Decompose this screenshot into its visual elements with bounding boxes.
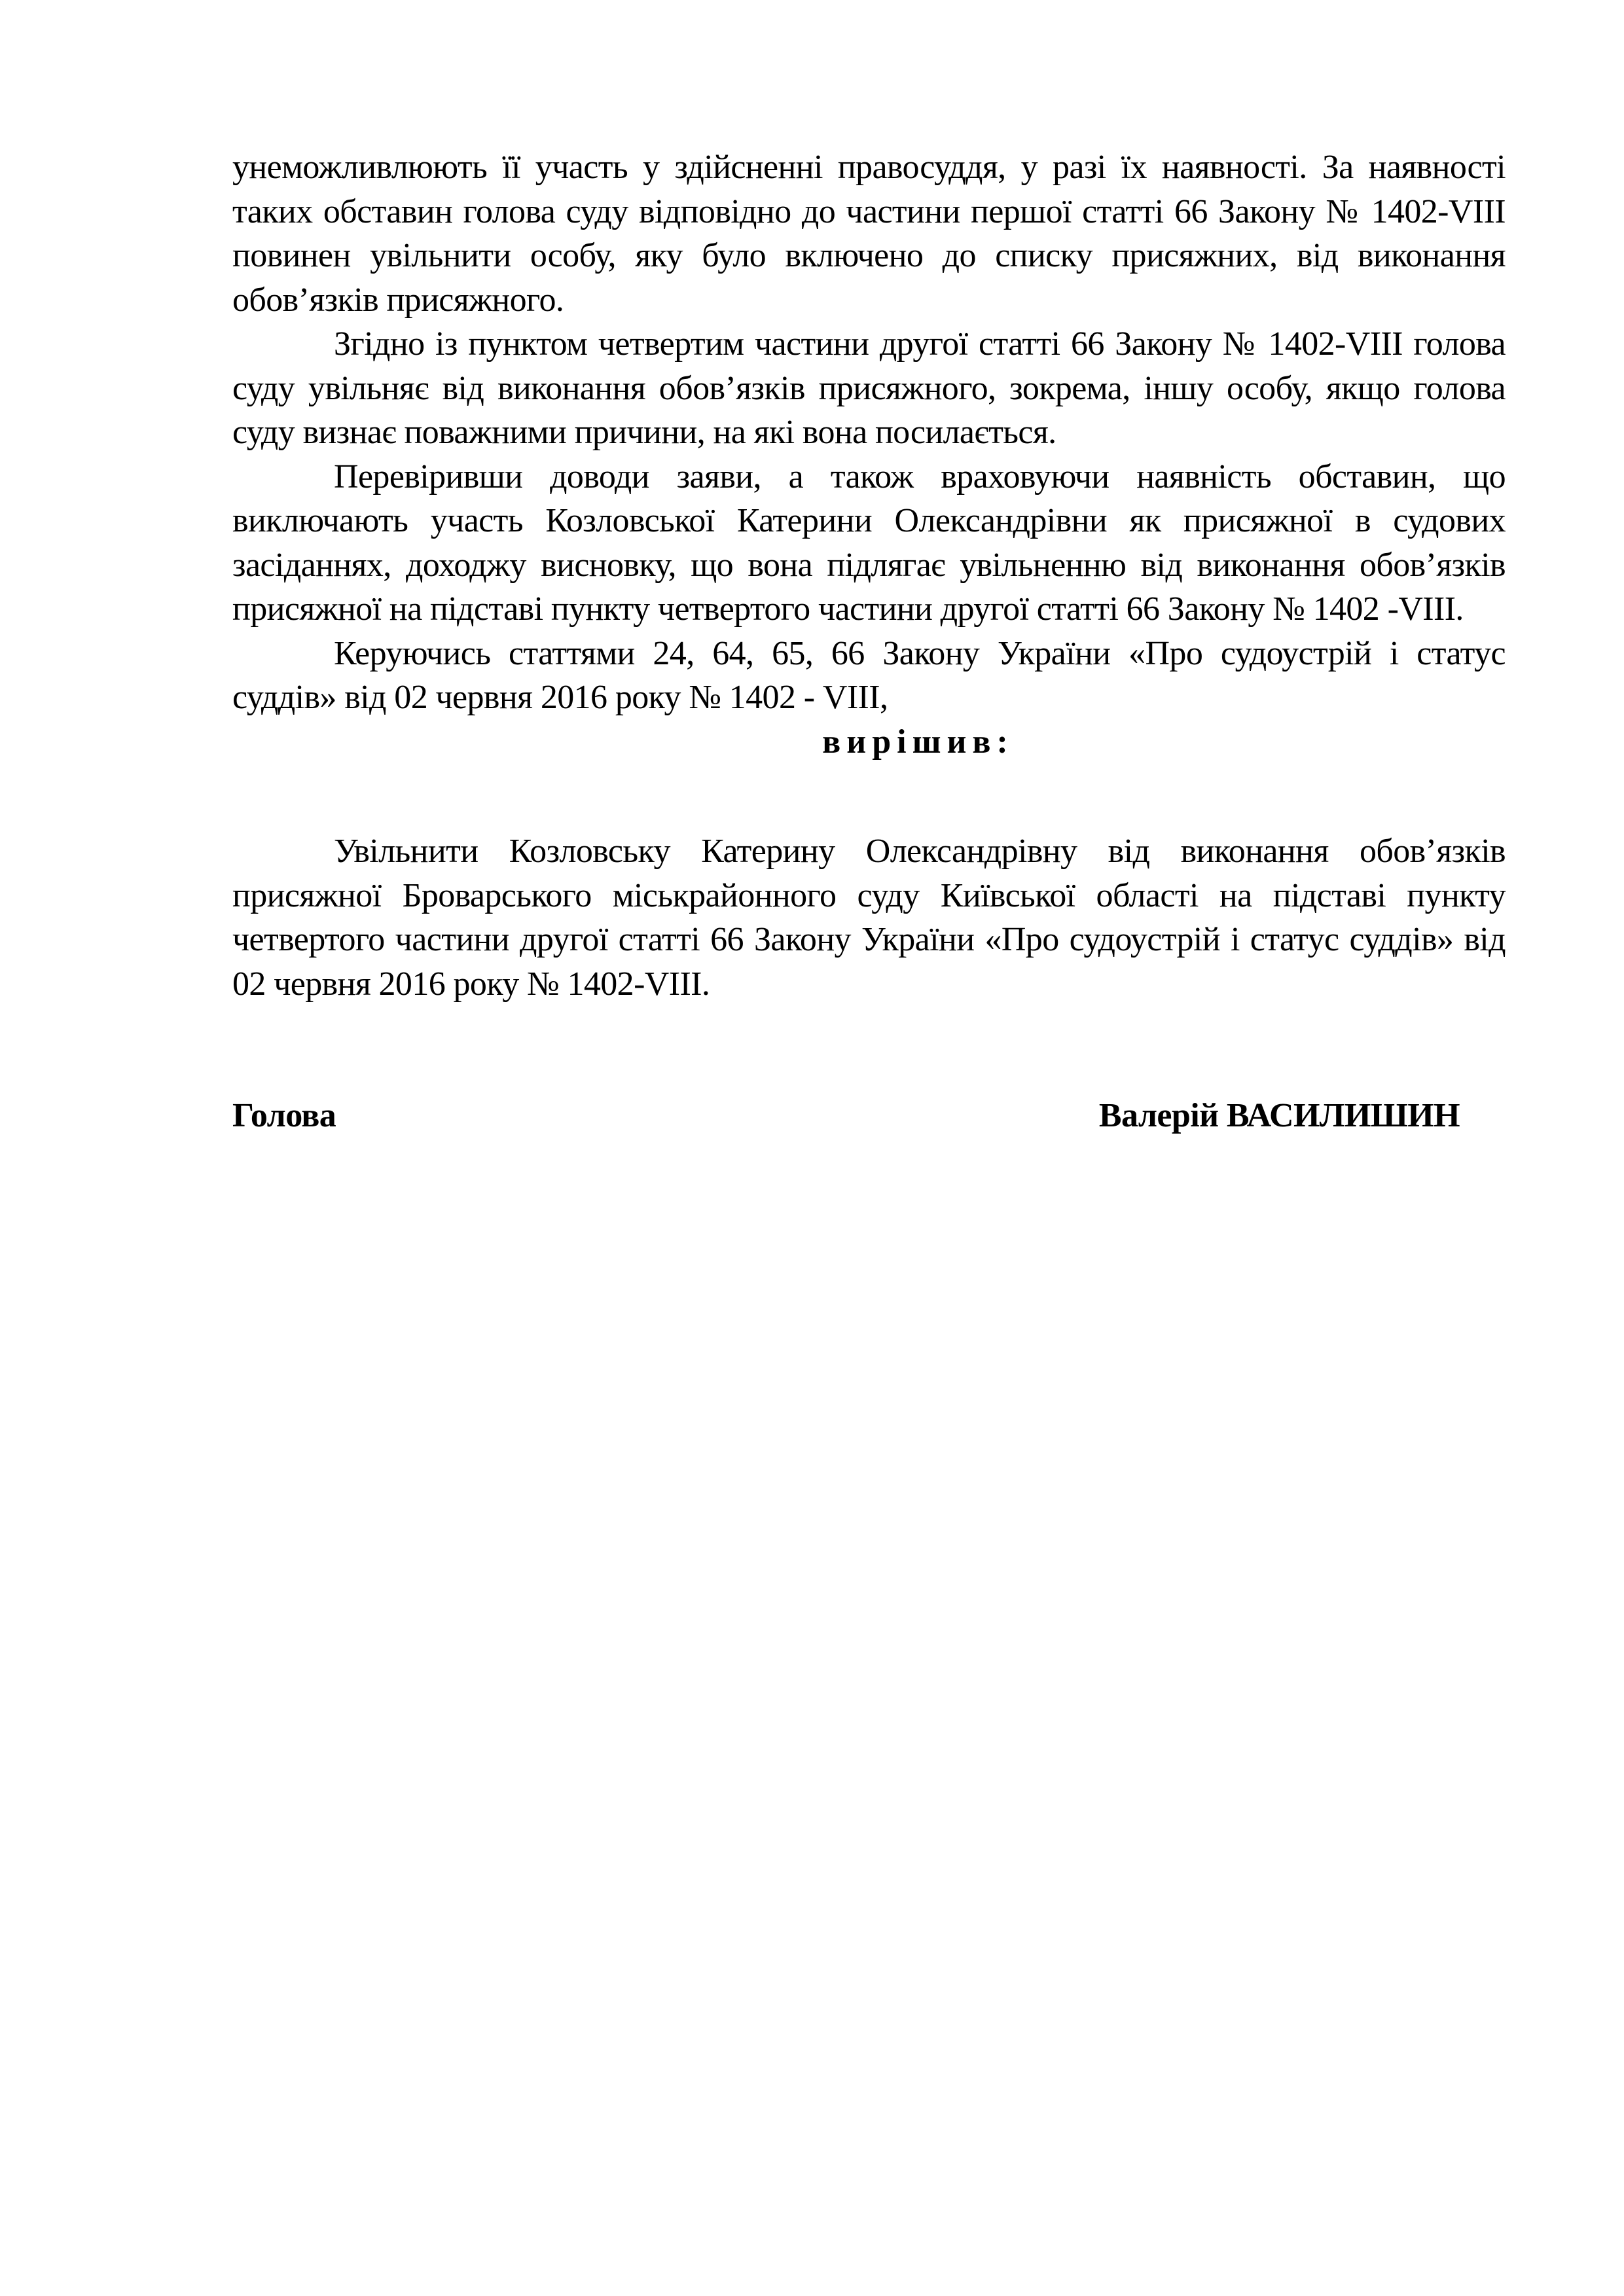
document-page [232,145,1506,1138]
paragraph-resolution: Увільнити Козловську Катерину Олександрівну від виконання обов’язків присяжної Броварського міськрайонного суду Київської області на підставі пункту четвертого частини другої статті 66 Закону України «Про судоустрій і статус суддів» від 02 червня 2016 року № 1402-VIII. [232,833,1506,1003]
spacer [232,764,1506,829]
paragraph-legal-basis: Згідно із пунктом четвертим частини другої статті 66 Закону № 1402-VIII голова суду увільняє від виконання обов’язків присяжного, зокрема, іншу особу, якщо голова суду визнає поважними причини, на які вона посилається. [232,325,1506,451]
paragraph-continuation: унеможливлюють її участь у здійсненні правосуддя, у разі їх наявності. За наявності таких обставин голова суду відповідно до частини першої статті 66 Закону № 1402-VIII повинен увільнити особу, яку було включено до списку присяжних, від виконання обов’язків присяжного. [232,149,1506,319]
signatory-position: Голова [232,1097,336,1134]
signature-block [232,1094,1506,1138]
decided-heading: вирішив: [822,723,1014,761]
paragraph-guided-by: Керуючись статтями 24, 64, 65, 66 Закону України «Про судоустрій і статус суддів» від 02 червня 2016 року № 1402 - VIII, [232,634,1506,716]
paragraph-findings: Перевіривши доводи заяви, а також враховуючи наявність обставин, що виключають участь Козловської Катерини Олександрівни як присяжної в судових засіданнях, доходжу висновку, що вона підлягає увільненню від виконання обов’язків присяжної на підставі пункту четвертого частини другої статті 66 Закону № 1402 -VIII. [232,457,1506,628]
spacer [232,1006,1506,1094]
signatory-name: Валерій ВАСИЛИШИН [1098,1097,1460,1134]
